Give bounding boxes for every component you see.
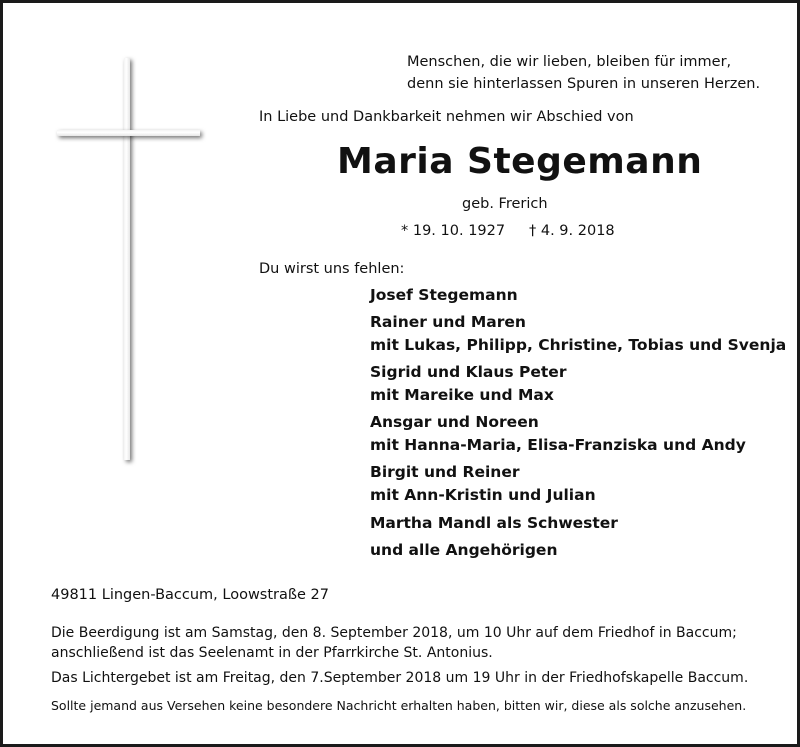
intro-text: In Liebe und Dankbarkeit nehmen wir Abschied von — [259, 109, 634, 125]
mourner-line: und alle Angehörigen — [370, 541, 558, 559]
address: 49811 Lingen-Baccum, Loowstraße 27 — [51, 587, 329, 603]
mourner-line: Martha Mandl als Schwester — [370, 514, 618, 532]
mourner-line: mit Mareike und Max — [370, 386, 554, 404]
mourner-line: mit Hanna-Maria, Elisa-Franziska und Andy — [370, 436, 746, 454]
mourner-line: Rainer und Maren — [370, 313, 526, 331]
mourner-line: mit Lukas, Philipp, Christine, Tobias und Svenja — [370, 336, 787, 354]
motto — [407, 51, 760, 95]
mourner-line: Birgit und Reiner — [370, 463, 520, 481]
deceased-name: Maria Stegemann — [337, 141, 703, 182]
miss-text: Du wirst uns fehlen: — [259, 261, 405, 277]
funeral-line-1: Die Beerdigung ist am Samstag, den 8. September 2018, um 10 Uhr auf dem Friedhof in Baccum; — [51, 625, 737, 641]
motto-line-1: Menschen, die wir lieben, bleiben für immer, — [407, 54, 732, 70]
mourner-line: mit Ann-Kristin und Julian — [370, 486, 596, 504]
birth-date: * 19. 10. 1927 — [401, 223, 506, 239]
notice-footnote: Sollte jemand aus Versehen keine besondere Nachricht erhalten haben, bitten wir, diese als solche anzusehen. — [51, 698, 747, 713]
cross-vertical-beam — [124, 58, 130, 460]
funeral-line-2: anschließend ist das Seelenamt in der Pfarrkirche St. Antonius. — [51, 645, 493, 661]
born-name: geb. Frerich — [462, 196, 548, 212]
cross-horizontal-beam — [57, 130, 200, 136]
prayer-info: Das Lichtergebet ist am Freitag, den 7.September 2018 um 19 Uhr in der Friedhofskapelle Baccum. — [51, 670, 749, 686]
mourner-line: Ansgar und Noreen — [370, 413, 539, 431]
mourner-line: Josef Stegemann — [370, 286, 518, 304]
mourner-line: Sigrid und Klaus Peter — [370, 363, 567, 381]
death-date: † 4. 9. 2018 — [529, 223, 615, 239]
motto-line-2: denn sie hinterlassen Spuren in unseren Herzen. — [407, 76, 761, 92]
